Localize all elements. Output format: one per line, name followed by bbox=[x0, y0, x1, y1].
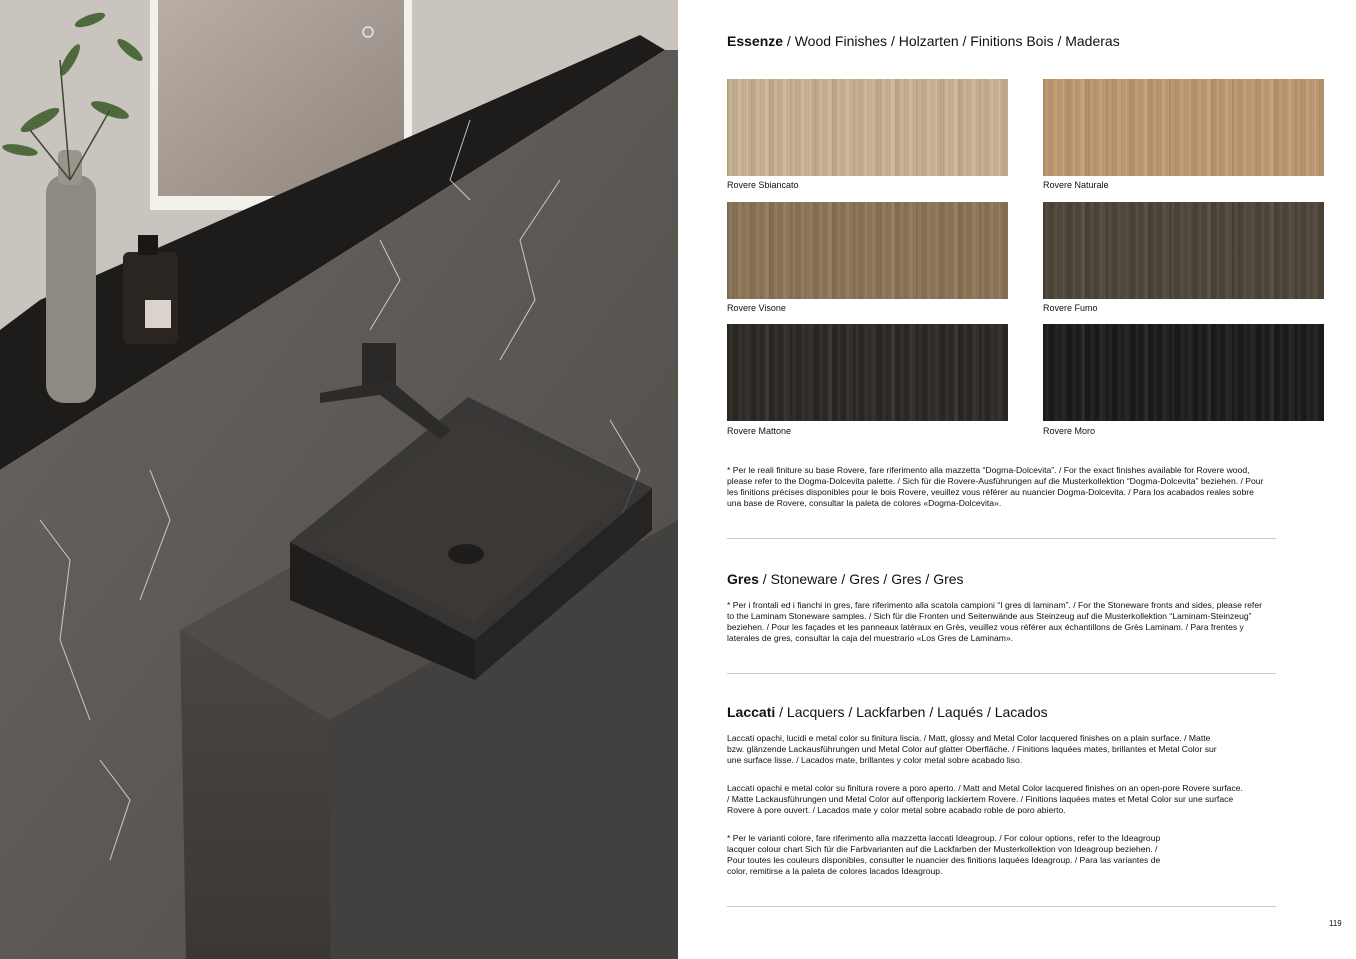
divider bbox=[727, 673, 1276, 674]
finishes-page bbox=[678, 0, 1356, 959]
swatch-label: Rovere Visone bbox=[727, 303, 786, 313]
lacquers-note: * Per le varianti colore, fare riferimento alla mazzetta laccati Ideagroup. / For colour options, refer to the Ideagroup lacquer colour chart Sich für die Farbvarianten auf die Lackfarben der Musterkollektion von Ideagroup beziehen. / Pour toutes les couleurs disponibles, consulter le nuancier des finitions laquées Ideagroup. / Para las variantes de color, remitirse a la paleta de colores lacados Ideagroup. bbox=[727, 833, 1161, 876]
swatch-label: Rovere Fumo bbox=[1043, 303, 1098, 313]
swatch-rovere-naturale bbox=[1043, 79, 1324, 176]
stoneware-heading: Gres / Stoneware / Gres / Gres / Gres bbox=[727, 571, 964, 587]
swatch-label: Rovere Moro bbox=[1043, 426, 1096, 436]
lacquers-heading: Laccati / Lacquers / Lackfarben / Laqués / Lacados bbox=[727, 704, 1048, 720]
swatch-rovere-moro bbox=[1043, 324, 1324, 421]
swatch-label: Rovere Sbiancato bbox=[727, 180, 799, 190]
lacquers-paragraph-plain: Laccati opachi, lucidi e metal color su finitura liscia. / Matt, glossy and Metal Color lacquered finishes on a plain surface. / Matte bzw. glänzende Lackausführungen und Metal Color auf glatter Oberfläche. / Finitions laquées mates, brillantes et Metal Color sur une surface lisse. / Lacados mate, brillantes y color metal sobre acabado liso. bbox=[727, 733, 1217, 765]
swatch-rovere-sbiancato bbox=[727, 79, 1008, 176]
lacquers-paragraph-open-pore: Laccati opachi e metal color su finitura rovere a poro aperto. / Matt and Metal Color lacquered finishes on an open-pore Rovere surface. / Matte Lackausführungen und Metal Color auf offenporig lackiertem Rovere. / Finitions laquées mates et Metal Color sur une surface Rovere à pore ouvert. / Lacados mate y color metal sobre acabado roble de poro abierto. bbox=[727, 783, 1243, 815]
divider bbox=[727, 538, 1276, 539]
page-number: 119 bbox=[1329, 919, 1342, 928]
swatch-rovere-fumo bbox=[1043, 202, 1324, 299]
swatch-label: Rovere Naturale bbox=[1043, 180, 1109, 190]
swatch-rovere-mattone bbox=[727, 324, 1008, 421]
stoneware-note: * Per i frontali ed i fianchi in gres, fare riferimento alla scatola campioni “I gres di laminam”. / For the Stoneware fronts and sides, please refer to the Laminam Stoneware samples. / Sich für die Fronten und Seitenwände aus Steinzeug auf die Musterkollektion “Laminam-Steinzeug” beziehen. / Pour les façades et les panneaux latéraux en Grès, veuillez vous référer aux échantillons de Grès Laminam. / Para frentes y laterales de gres, consultar la caja del muestrario «Los Gres de Laminam». bbox=[727, 600, 1262, 643]
swatch-label: Rovere Mattone bbox=[727, 426, 792, 436]
swatch-rovere-visone bbox=[727, 202, 1008, 299]
wood-finishes-heading: Essenze / Wood Finishes / Holzarten / Finitions Bois / Maderas bbox=[727, 33, 1120, 49]
wood-note: * Per le reali finiture su base Rovere, fare riferimento alla mazzetta “Dogma-Dolcevita”. / For the exact finishes available for Rovere wood, please refer to the Dogma-Dolcevita palette. / Sich für die Rovere-Ausführungen auf die Musterkollektion “Dogma-Dolcevita” beziehen. / Pour les finitions précises disponibles pour le bois Rovere, veuillez vous référer au nuancier Dogma-Dolcevita. / Para los acabados reales sobre una base de Rovere, consultar la paleta de colores «Dogma-Dolcevita». bbox=[727, 465, 1264, 508]
divider bbox=[727, 906, 1276, 907]
